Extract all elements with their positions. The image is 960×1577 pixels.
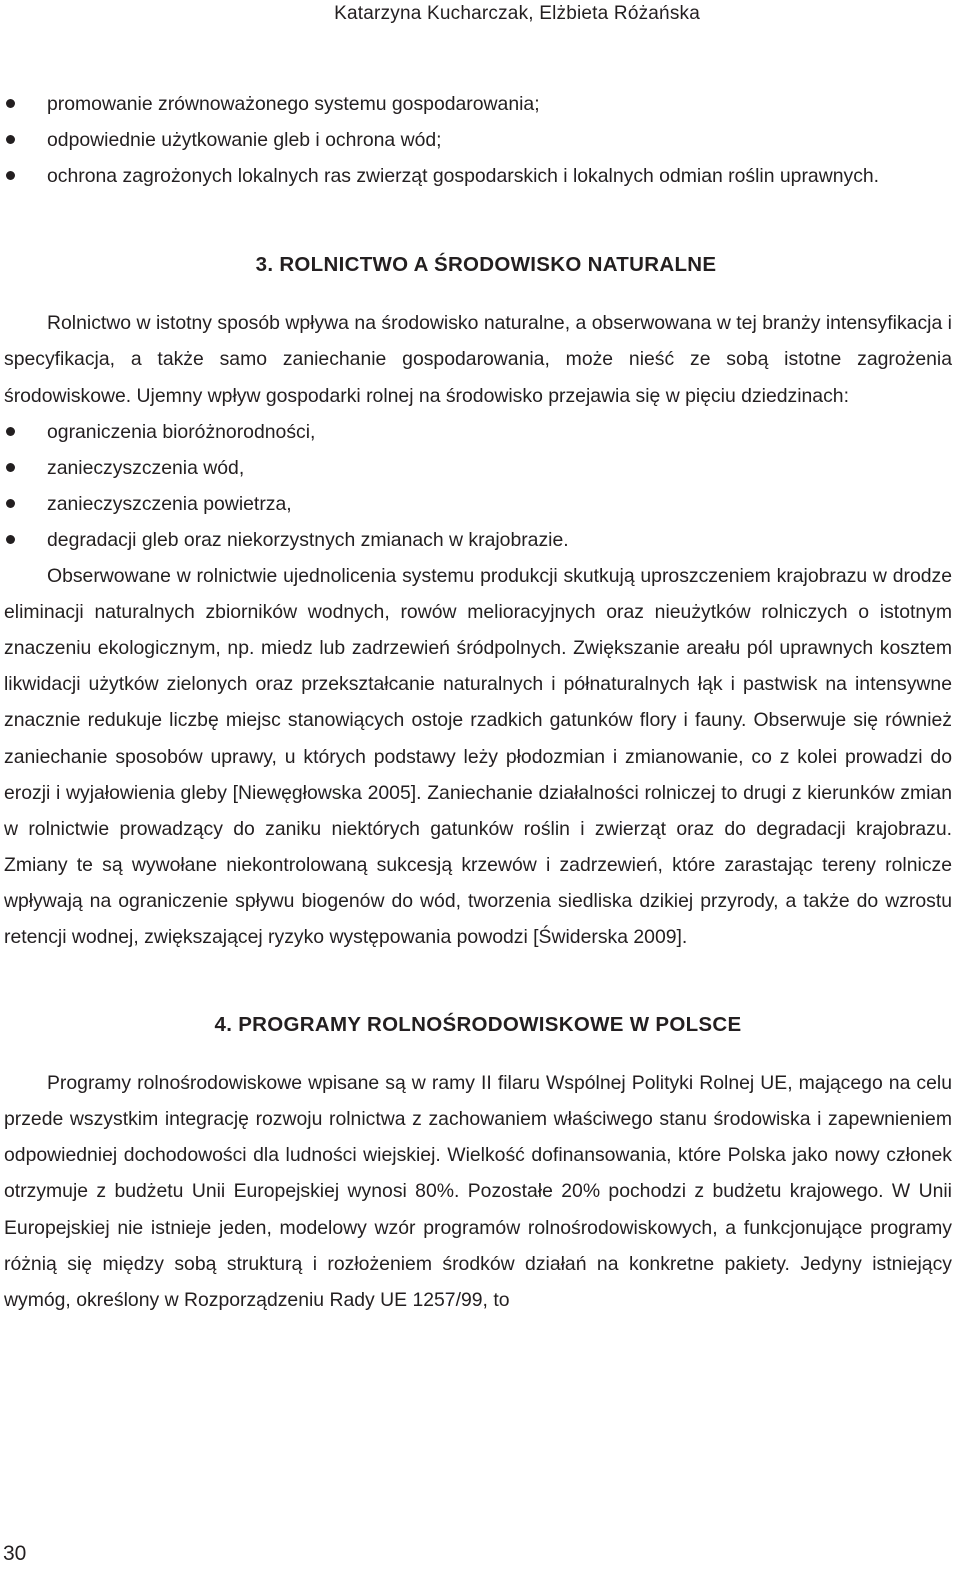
- bullet-icon: [6, 535, 15, 544]
- page-content: [4, 86, 952, 1318]
- section-3-paragraph-1: Rolnictwo w istotny sposób wpływa na środowisko naturalne, a obserwowana w tej branży intensyfikacja i specyfikacja, a także samo zaniechanie gospodarowania, może nieść ze sobą istotne zagrożenia środowiskowe. Ujemny wpływ gospodarki rolnej na środowisko przejawia się w pięciu dziedzinach:: [4, 312, 952, 407]
- list-item-text: zanieczyszczenia wód,: [47, 456, 245, 479]
- list-item: [4, 122, 952, 158]
- bullet-icon: [6, 427, 15, 436]
- list-item: [4, 86, 952, 122]
- section-4-heading: 4. PROGRAMY ROLNOŚRODOWISKOWE W POLSCE: [214, 1013, 742, 1037]
- list-item: [4, 414, 952, 450]
- bullet-icon: [6, 99, 15, 108]
- list-item-text: degradacji gleb oraz niekorzystnych zmianach w krajobrazie.: [47, 528, 569, 551]
- bullet-icon: [6, 499, 15, 508]
- list-item: [4, 486, 952, 522]
- running-header: Katarzyna Kucharczak, Elżbieta Różańska: [334, 3, 700, 24]
- list-item: [4, 450, 952, 486]
- list-item: [4, 158, 952, 194]
- bullet-icon: [6, 463, 15, 472]
- bullet-icon: [6, 171, 15, 180]
- list-item-text: promowanie zrównoważonego systemu gospodarowania;: [47, 93, 540, 115]
- page-number: 30: [3, 1542, 27, 1565]
- list-item-text: ochrona zagrożonych lokalnych ras zwierząt gospodarskich i lokalnych odmian roślin uprawnych.: [47, 165, 880, 188]
- list-item-text: odpowiednie użytkowanie gleb i ochrona wód;: [47, 129, 442, 152]
- section-4-paragraph-1: Programy rolnośrodowiskowe wpisane są w ramy II filaru Wspólnej Polityki Rolnej UE, mającego na celu przede wszystkim integrację rozwoju rolnictwa z zachowaniem właściwego stanu środowiska i zapewnieniem odpowiedniej dochodowości dla ludności wiejskiej. Wielkość dofinansowania, które Polska jako nowy członek otrzymuje z budżetu Unii Europejskiej wynosi 80%. Pozostałe 20% pochodzi z budżetu krajowego. W Unii Europejskiej nie istnieje jeden, modelowy wzór programów rolnośrodowiskowych, a funkcjonujące programy różnią się między sobą strukturą i rozłożeniem środków działań na konkretne pakiety. Jedyny istniejący wymóg, określony w Rozporządzeniu Rady UE 1257/99, to: [4, 1072, 952, 1311]
- bullet-icon: [6, 135, 15, 144]
- list-item-text: ograniczenia bioróżnorodności,: [47, 420, 316, 443]
- intro-bullet-list: [4, 86, 952, 194]
- section-3-heading: 3. ROLNICTWO A ŚRODOWISKO NATURALNE: [255, 253, 717, 277]
- list-item-text: zanieczyszczenia powietrza,: [47, 492, 292, 515]
- list-item: [4, 522, 952, 558]
- impact-bullet-list: [4, 414, 952, 558]
- section-3-paragraph-2: Obserwowane w rolnictwie ujednolicenia systemu produkcji skutkują uproszczeniem krajobrazu w drodze eliminacji naturalnych zbiorników wodnych, rowów melioracyjnych oraz nieużytków rolniczych o istotnym znaczeniu ekologicznym, np. miedz lub zadrzewień śródpolnych. Zwiększanie areału pól uprawnych kosztem likwidacji użytków zielonych oraz przekształcanie naturalnych i półnaturalnych łąk i pastwisk na intensywne znacznie redukuje liczbę miejsc stanowiących ostoje rzadkich gatunków flory i fauny. Obserwuje się również zaniechanie sposobów uprawy, u których podstawy leży płodozmian i zmianowanie, co z kolei prowadzi do erozji i wyjałowienia gleby [Niewęgłowska 2005]. Zaniechanie działalności rolniczej to drugi z kierunków zmian w rolnictwie prowadzący do zaniku niektórych gatunków roślin i zwierząt oraz do degradacji krajobrazu. Zmiany te są wywołane niekontrolowaną sukcesją krzewów i zadrzewień, które zarastając tereny rolnicze wpływają na ograniczenie spływu biogenów do wód, tworzenia siedliska dzikiej przyrody, a także do wzrostu retencji wodnej, zwiększającej ryzyko występowania powodzi [Świderska 2009].: [4, 565, 952, 948]
